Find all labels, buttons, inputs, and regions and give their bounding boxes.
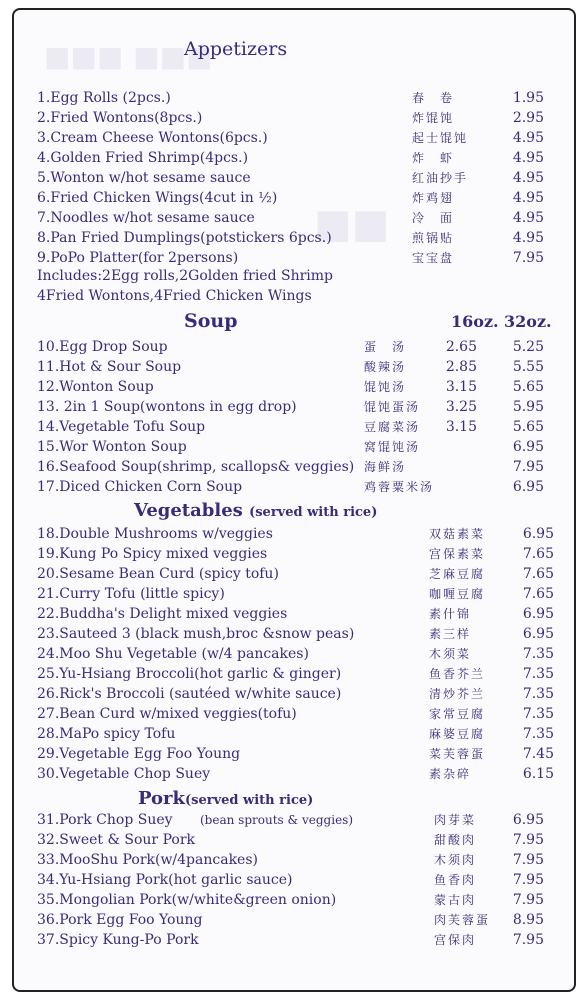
item-name: 11.Hot & Sour Soup (37, 359, 182, 375)
item-name: 6.Fried Chicken Wings(4cut in ½) (37, 190, 278, 206)
item-chinese-name: 炸鸡翅 (412, 191, 455, 205)
item-name: 22.Buddha's Delight mixed veggies (37, 606, 288, 622)
item-price-32oz: 6.95 (512, 439, 544, 455)
item-name: 2.Fried Wontons(8pcs.) (37, 110, 203, 126)
item-price: 7.95 (512, 852, 544, 868)
size-header-16oz (451, 312, 499, 331)
item-price: 6.95 (512, 812, 544, 828)
item-name: 12.Wonton Soup (37, 379, 154, 395)
menu-item-row (14, 870, 574, 890)
menu-item-row (14, 128, 574, 148)
menu-item-row (14, 357, 574, 377)
item-price: 6.95 (522, 606, 554, 622)
item-chinese-name: 冷 面 (412, 211, 455, 225)
item-price: 7.95 (512, 932, 544, 948)
item-chinese-name: 木须菜 (429, 647, 472, 661)
menu-item-row (14, 830, 574, 850)
item-price-16oz: 3.15 (445, 419, 477, 435)
menu-item-row (14, 457, 574, 477)
item-chinese-name: 蒙古肉 (434, 893, 477, 907)
section-heading-pork (138, 788, 313, 809)
menu-item-row (14, 477, 574, 497)
item-price: 4.95 (512, 130, 544, 146)
item-name: 4.Golden Fried Shrimp(4pcs.) (37, 150, 249, 166)
menu-item-row (14, 930, 574, 950)
heading-text: Appetizers (184, 38, 288, 60)
item-chinese-name: 宫保素菜 (429, 547, 486, 561)
heading-note: (served with rice) (249, 505, 378, 520)
item-chinese-name: 宫保肉 (434, 933, 477, 947)
item-chinese-name: 起士馄饨 (412, 131, 469, 145)
item-name: 35.Mongolian Pork(w/white&green onion) (37, 892, 337, 908)
heading-text: Pork (138, 788, 186, 809)
item-price-16oz: 2.85 (445, 359, 477, 375)
bleed-through-mark: ■■ (314, 200, 390, 247)
item-name: 26.Rick's Broccoli (sautéed w/white sauce) (37, 686, 342, 702)
item-chinese-name: 菜芙蓉蛋 (429, 747, 486, 761)
item-chinese-name: 煎锅贴 (412, 231, 455, 245)
item-price: 7.65 (522, 566, 554, 582)
item-price-32oz: 7.95 (512, 459, 544, 475)
item-name: 17.Diced Chicken Corn Soup (37, 479, 243, 495)
item-name: 33.MooShu Pork(w/4pancakes) (37, 852, 258, 868)
item-name: 7.Noodles w/hot sesame sauce (37, 210, 255, 226)
menu-item-row (14, 764, 574, 784)
menu-item-row (14, 208, 574, 228)
item-name: 13. 2in 1 Soup(wontons in egg drop) (37, 399, 297, 415)
menu-item-row (14, 437, 574, 457)
item-chinese-name: 炸馄饨 (412, 111, 455, 125)
size-label: 16oz. (451, 312, 499, 331)
item-chinese-name: 麻婆豆腐 (429, 727, 486, 741)
item-chinese-name: 鱼香芥兰 (429, 667, 486, 681)
item-name: 37.Spicy Kung-Po Pork (37, 932, 199, 948)
menu-item-row (14, 850, 574, 870)
item-name: 32.Sweet & Sour Pork (37, 832, 196, 848)
item-name: 23.Sauteed 3 (black mush,broc &snow peas) (37, 626, 355, 642)
heading-note: (served with rice) (185, 793, 314, 808)
item-name: 27.Bean Curd w/mixed veggies(tofu) (37, 706, 297, 722)
item-chinese-name: 馄饨汤 (364, 380, 407, 394)
item-chinese-name: 双菇素菜 (429, 527, 486, 541)
menu-item-row (14, 664, 574, 684)
menu-item-row (14, 228, 574, 248)
item-price: 7.35 (522, 686, 554, 702)
item-name: 9.PoPo Platter(for 2persons) (37, 250, 239, 266)
item-chinese-name: 家常豆腐 (429, 707, 486, 721)
item-chinese-name: 素什锦 (429, 607, 472, 621)
item-price: 7.35 (522, 646, 554, 662)
item-price: 4.95 (512, 190, 544, 206)
menu-item-row (14, 168, 574, 188)
item-chinese-name: 豆腐菜汤 (364, 420, 421, 434)
item-chinese-name: 窝馄饨汤 (364, 440, 421, 454)
item-price: 7.65 (522, 586, 554, 602)
item-price: 4.95 (512, 210, 544, 226)
menu-item-row (14, 810, 574, 830)
item-name: 28.MaPo spicy Tofu (37, 726, 176, 742)
menu-item-row (14, 910, 574, 930)
item-chinese-name: 宝宝盘 (412, 251, 455, 265)
item-name: 31.Pork Chop Suey (37, 812, 173, 828)
item-name: 3.Cream Cheese Wontons(6pcs.) (37, 130, 268, 146)
item-chinese-name: 蛋 汤 (364, 340, 407, 354)
item-chinese-name: 海鲜汤 (364, 460, 407, 474)
menu-item-row (14, 564, 574, 584)
menu-item-row (14, 397, 574, 417)
menu-item-row (14, 584, 574, 604)
menu-item-row (14, 624, 574, 644)
item-chinese-name: 馄饨蛋汤 (364, 400, 421, 414)
item-name: 24.Moo Shu Vegetable (w/4 pancakes) (37, 646, 309, 662)
item-chinese-name: 芝麻豆腐 (429, 567, 486, 581)
item-price-32oz: 5.55 (512, 359, 544, 375)
menu-item-row (14, 188, 574, 208)
item-price-16oz: 2.65 (445, 339, 477, 355)
item-price: 4.95 (512, 170, 544, 186)
item-name: 8.Pan Fried Dumplings(potstickers 6pcs.) (37, 230, 332, 246)
section-heading-vegetables (134, 500, 377, 521)
item-price: 7.45 (522, 746, 554, 762)
item-price: 7.35 (522, 666, 554, 682)
item-chinese-name: 炸 虾 (412, 151, 455, 165)
item-price-32oz: 5.25 (512, 339, 544, 355)
item-price: 7.35 (522, 726, 554, 742)
menu-item-row (14, 337, 574, 357)
item-price: 7.95 (512, 832, 544, 848)
item-chinese-name: 甜酸肉 (434, 833, 477, 847)
menu-item-row (14, 248, 574, 268)
item-chinese-name: 素杂碎 (429, 767, 472, 781)
item-price: 4.95 (512, 150, 544, 166)
item-chinese-name: 肉芙蓉蛋 (434, 913, 491, 927)
item-chinese-name: 红油抄手 (412, 171, 469, 185)
menu-item-row (14, 604, 574, 624)
section-heading-appetizers (184, 38, 287, 60)
menu-item-row (14, 744, 574, 764)
item-price: 8.95 (512, 912, 544, 928)
item-price-32oz: 5.95 (512, 399, 544, 415)
item-name: 29.Vegetable Egg Foo Young (37, 746, 241, 762)
item-name: 25.Yu-Hsiang Broccoli(hot garlic & ginger) (37, 666, 342, 682)
item-price-16oz: 3.15 (445, 379, 477, 395)
item-price-16oz: 3.25 (445, 399, 477, 415)
item-name: 18.Double Mushrooms w/veggies (37, 526, 273, 542)
item-chinese-name: 咖喱豆腐 (429, 587, 486, 601)
item-chinese-name: 鱼香肉 (434, 873, 477, 887)
item-name: 34.Yu-Hsiang Pork(hot garlic sauce) (37, 872, 293, 888)
menu-item-row (14, 890, 574, 910)
menu-item-row (14, 524, 574, 544)
item-chinese-name: 酸辣汤 (364, 360, 407, 374)
item-name: 5.Wonton w/hot sesame sauce (37, 170, 251, 186)
item-price-32oz: 6.95 (512, 479, 544, 495)
size-header-32oz (504, 312, 552, 331)
item-name: 10.Egg Drop Soup (37, 339, 168, 355)
item-price-32oz: 5.65 (512, 419, 544, 435)
item-price-32oz: 5.65 (512, 379, 544, 395)
item-name: 30.Vegetable Chop Suey (37, 766, 211, 782)
item-chinese-name: 鸡蓉粟米汤 (364, 480, 435, 494)
item-name: 20.Sesame Bean Curd (spicy tofu) (37, 566, 279, 582)
item-name: 15.Wor Wonton Soup (37, 439, 187, 455)
menu-item-row (14, 644, 574, 664)
menu-item-row (14, 417, 574, 437)
item-chinese-name: 春 卷 (412, 91, 455, 105)
item-price: 6.95 (522, 626, 554, 642)
item-chinese-name: 木须肉 (434, 853, 477, 867)
menu-item-row (14, 684, 574, 704)
item-name: 14.Vegetable Tofu Soup (37, 419, 206, 435)
size-label: 32oz. (504, 312, 552, 331)
menu-item-row (14, 724, 574, 744)
item-name: 19.Kung Po Spicy mixed veggies (37, 546, 268, 562)
item-price: 7.65 (522, 546, 554, 562)
item-name: 16.Seafood Soup(shrimp, scallops& veggies) (37, 459, 355, 475)
menu-item-row (14, 377, 574, 397)
includes-text: Includes:2Egg rolls,2Golden fried Shrimp (37, 268, 334, 284)
item-name: 36.Pork Egg Foo Young (37, 912, 203, 928)
section-heading-soup (184, 310, 238, 332)
platter-includes-line (37, 288, 312, 304)
item-price: 7.95 (512, 872, 544, 888)
menu-item-row (14, 544, 574, 564)
heading-text: Vegetables (134, 500, 243, 521)
menu-item-row (14, 88, 574, 108)
menu-item-row (14, 108, 574, 128)
item-name: 21.Curry Tofu (little spicy) (37, 586, 225, 602)
bleed-through-mark: ■■■ ■■■ (44, 40, 213, 73)
item-name: 1.Egg Rolls (2pcs.) (37, 90, 171, 106)
item-note: (bean sprouts & veggies) (200, 813, 354, 827)
item-price: 6.95 (522, 526, 554, 542)
item-price: 1.95 (512, 90, 544, 106)
item-chinese-name: 素三样 (429, 627, 472, 641)
item-price: 2.95 (512, 110, 544, 126)
platter-includes-line (37, 268, 333, 284)
item-price: 7.95 (512, 250, 544, 266)
item-price: 4.95 (512, 230, 544, 246)
includes-text: 4Fried Wontons,4Fried Chicken Wings (37, 288, 312, 304)
item-chinese-name: 肉芽菜 (434, 813, 477, 827)
item-chinese-name: 清炒芥兰 (429, 687, 486, 701)
item-price: 6.15 (522, 766, 554, 782)
item-price: 7.35 (522, 706, 554, 722)
menu-page (12, 8, 576, 992)
menu-item-row (14, 148, 574, 168)
item-price: 7.95 (512, 892, 544, 908)
heading-text: Soup (184, 310, 238, 332)
menu-item-row (14, 704, 574, 724)
